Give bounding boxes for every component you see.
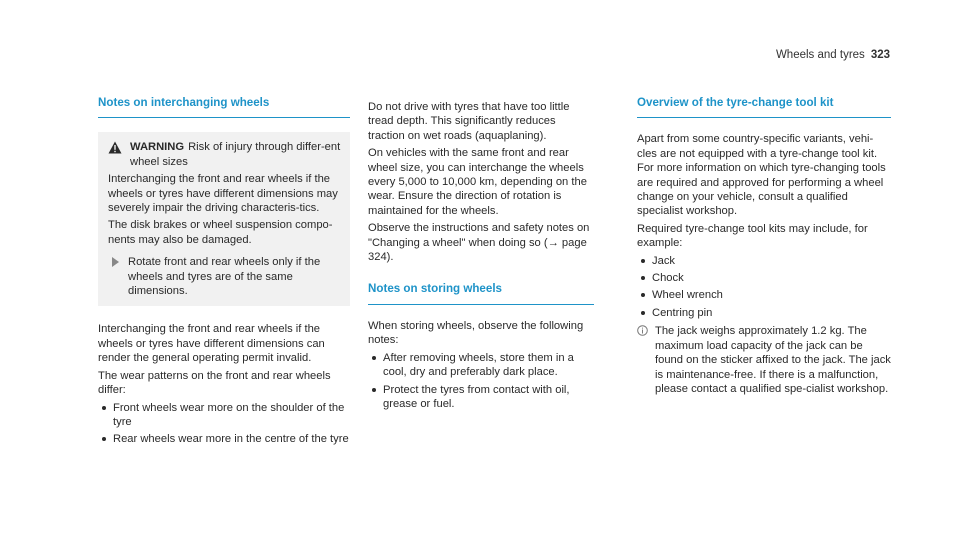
column-interchanging-wheels (98, 96, 350, 450)
note-text: The jack weighs approximately 1.2 kg. The maximum load capacity of the jack can be found on the sticker affixed to the jack. The jack is maintenance-free. If there is a malfunction, please contact a qualified spe-cialist workshop. (655, 325, 891, 395)
body-paragraph: Interchanging the front and rear wheels if the wheels or tyres have different dimensions can render the general operating permit invalid. (98, 323, 325, 365)
list-item: Wheel wrench (637, 288, 891, 302)
body-paragraph: Required tyre-change tool kits may include, for example: (637, 222, 868, 250)
tool-kit-list (637, 254, 891, 321)
section-title-storing: Notes on storing wheels (368, 282, 594, 304)
storing-list (368, 351, 594, 412)
section-title-tool-kit: Overview of the tyre-change tool kit (637, 96, 891, 118)
warning-action-text: Rotate front and rear wheels only if the wheels and tyres are of the same dimensions. (128, 256, 321, 298)
page-number: 323 (870, 49, 890, 61)
action-arrow-icon (112, 257, 119, 267)
running-header (776, 48, 890, 62)
list-item: Jack (637, 254, 891, 268)
body-paragraph: On vehicles with the same front and rear wheel size, you can interchange the wheels every 5,000 to 10,000 km, depending on the wear. Ensure the direction of rotation is maintained for the wheels. (368, 147, 587, 217)
list-item: Centring pin (637, 306, 891, 320)
warning-label: WARNING (130, 141, 185, 154)
column-tool-kit (637, 96, 891, 396)
warning-box (98, 132, 350, 306)
list-item: Chock (637, 271, 891, 285)
body-paragraph: When storing wheels, observe the following notes: (368, 319, 584, 347)
header-section-title: Wheels and tyres (775, 49, 865, 61)
warning-headline-text: Risk of injury through differ-ent wheel sizes (130, 141, 341, 168)
list-item: After removing wheels, store them in a cool, dry and preferably dark place. (368, 351, 594, 380)
warning-action (108, 255, 342, 298)
wear-pattern-list (98, 401, 350, 447)
body-paragraph: Do not drive with tyres that have too little tread depth. This significantly reduces traction on wet roads (aquaplaning). (368, 101, 570, 142)
info-note (637, 324, 891, 396)
column-tread-and-storage (368, 100, 594, 414)
warning-headline (108, 140, 342, 169)
body-paragraph: Apart from some country-specific variants, vehi-cles are not equipped with a tyre-change tool kit. For more information on which tyre-changing tools are required and approved for performing a wheel change on your vehicle, consult a qualified specialist workshop. (637, 133, 886, 218)
section-title-interchanging: Notes on interchanging wheels (98, 96, 350, 118)
list-item: Front wheels wear more on the shoulder of the tyre (98, 401, 350, 430)
warning-paragraph: The disk brakes or wheel suspension compo-nents may also be damaged. (108, 219, 333, 246)
warning-triangle-icon (108, 141, 122, 154)
info-icon (637, 325, 648, 336)
warning-paragraph: Interchanging the front and rear wheels if the wheels or tyres have different dimensions may severely impair the driving characteris-tics. (108, 173, 338, 215)
list-item: Rear wheels wear more in the centre of the tyre (98, 432, 350, 446)
body-paragraph: Observe the instructions and safety notes on "Changing a wheel" when doing so (→ page 324). (368, 222, 590, 264)
body-paragraph: The wear patterns on the front and rear wheels differ: (98, 369, 331, 397)
list-item: Protect the tyres from contact with oil, grease or fuel. (368, 383, 594, 412)
